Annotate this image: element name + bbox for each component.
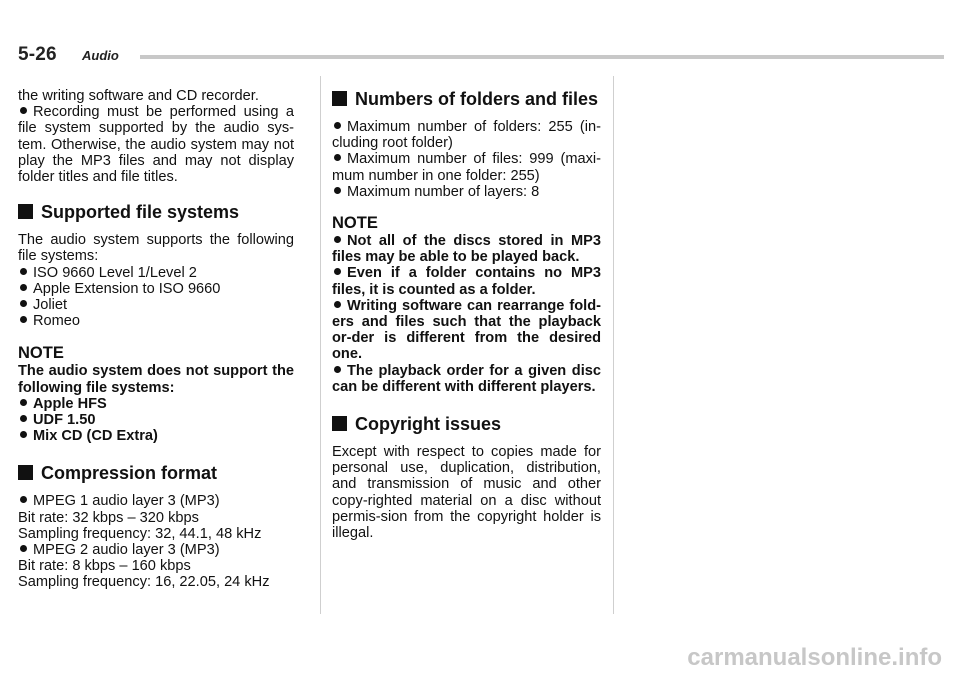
bullet-text: Maximum number of files: 999 (maxi-mum number in one folder: 255) <box>332 151 601 184</box>
middle-column <box>332 88 601 541</box>
body-text: Except with respect to copies made for personal use, duplication, distribution, and transmission of music and other copy-righted material on a disc without permis-sion from the copyright holder is illegal. <box>332 444 601 542</box>
section-heading <box>18 201 294 223</box>
bullet-item <box>18 542 294 558</box>
heading-text: Copyright issues <box>355 414 502 435</box>
bullet-item <box>332 184 601 200</box>
bullet-item <box>18 297 294 313</box>
section-heading <box>18 462 294 484</box>
watermark-text: carmanualsonline.info <box>687 644 942 671</box>
bullet-item <box>332 298 601 363</box>
body-text: Bit rate: 8 kbps – 160 kbps <box>18 558 191 575</box>
bullet-text: The playback order for a given disc can be different with different players. <box>332 362 601 395</box>
bullet-item <box>18 428 294 444</box>
bullet-item <box>332 151 601 183</box>
bullet-item <box>18 281 294 297</box>
bullet-icon <box>20 300 27 307</box>
bullet-text: Maximum number of folders: 255 (in-cluding root folder) <box>332 119 601 152</box>
bullet-item <box>18 493 294 509</box>
bullet-text: Writing software can rearrange fold-ers and files such that the playback or-der is different from the desired one. <box>332 297 601 363</box>
bullet-text: Apple HFS <box>33 395 107 412</box>
bullet-text: Apple Extension to ISO 9660 <box>33 280 221 297</box>
bullet-item <box>18 265 294 281</box>
bullet-item <box>18 313 294 329</box>
body-text: Bit rate: 32 kbps – 320 kbps <box>18 509 199 526</box>
left-column <box>18 88 294 591</box>
bullet-icon <box>334 122 341 129</box>
note-text: The audio system does not support the following file systems: <box>18 363 294 396</box>
section-heading <box>332 88 601 110</box>
bullet-text: Romeo <box>33 313 81 330</box>
bullet-icon <box>20 316 27 323</box>
bullet-text: MPEG 1 audio layer 3 (MP3) <box>33 493 220 510</box>
bullet-text: Even if a folder contains no MP3 files, it is counted as a folder. <box>332 265 601 298</box>
bullet-icon <box>20 399 27 406</box>
bullet-icon <box>334 268 341 275</box>
bullet-icon <box>334 236 341 243</box>
bullet-item <box>18 396 294 412</box>
intro-text: the writing software and CD recorder. <box>18 88 259 104</box>
bullet-icon <box>334 366 341 373</box>
page-number: 5-26 <box>18 44 57 65</box>
header-rule <box>140 55 944 59</box>
bullet-text: Not all of the discs stored in MP3 files may be able to be played back. <box>332 233 601 266</box>
bullet-icon <box>334 154 341 161</box>
bullet-item <box>18 412 294 428</box>
bullet-text: Maximum number of layers: 8 <box>347 183 540 200</box>
page-header <box>18 44 944 74</box>
bullet-icon <box>20 415 27 422</box>
body-text: Sampling frequency: 16, 22.05, 24 kHz <box>18 574 270 591</box>
bullet-text: UDF 1.50 <box>33 412 96 429</box>
column-divider <box>320 76 321 614</box>
bullet-item <box>18 104 294 185</box>
bullet-text: Recording must be performed using a file system supported by the audio sys-tem. Otherwise, the audio system may not play the MP3 files and may not display folder titles and file titles. <box>18 104 294 186</box>
bullet-item <box>332 363 601 395</box>
body-text: Sampling frequency: 32, 44.1, 48 kHz <box>18 525 262 542</box>
note-title: NOTE <box>18 344 64 363</box>
bullet-item <box>332 265 601 297</box>
heading-text: Numbers of folders and files <box>355 89 599 109</box>
square-bullet-icon <box>18 465 33 480</box>
bullet-text: ISO 9660 Level 1/Level 2 <box>33 264 197 281</box>
body-text: The audio system supports the following file systems: <box>18 232 294 265</box>
bullet-text: Joliet <box>33 297 68 314</box>
bullet-icon <box>20 107 27 114</box>
bullet-icon <box>20 431 27 438</box>
bullet-text: Mix CD (CD Extra) <box>33 428 158 445</box>
square-bullet-icon <box>332 91 347 106</box>
square-bullet-icon <box>332 416 347 431</box>
bullet-icon <box>20 284 27 291</box>
bullet-icon <box>334 187 341 194</box>
bullet-item <box>332 233 601 265</box>
bullet-icon <box>20 545 27 552</box>
bullet-icon <box>20 496 27 503</box>
bullet-text: MPEG 2 audio layer 3 (MP3) <box>33 542 220 559</box>
bullet-icon <box>20 268 27 275</box>
bullet-item <box>332 119 601 151</box>
note-title: NOTE <box>332 214 378 233</box>
section-title: Audio <box>82 48 119 63</box>
column-divider <box>613 76 614 614</box>
square-bullet-icon <box>18 204 33 219</box>
heading-text: Compression format <box>41 463 218 484</box>
section-heading <box>332 413 601 435</box>
heading-text: Supported file systems <box>41 202 240 223</box>
bullet-icon <box>334 301 341 308</box>
